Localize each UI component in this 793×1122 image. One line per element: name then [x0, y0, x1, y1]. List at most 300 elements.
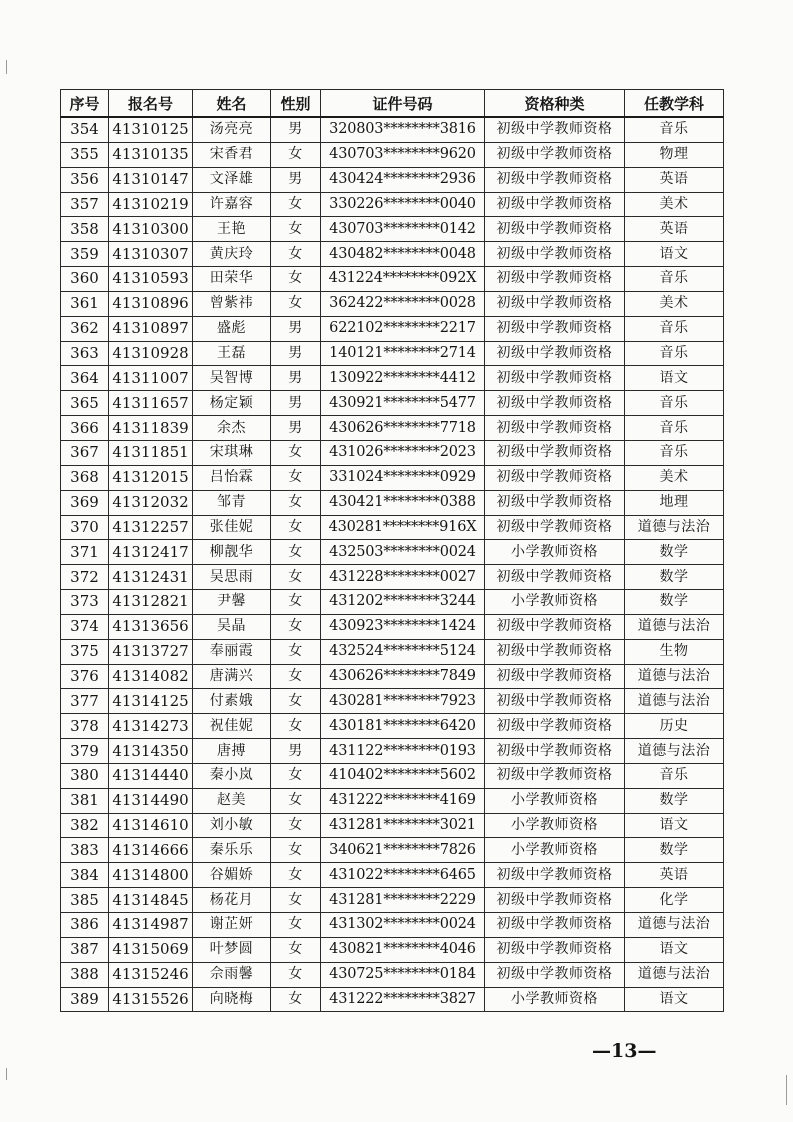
- cell-name: 杨花月: [193, 888, 271, 913]
- cell-id-number: 622102********2217: [321, 316, 485, 341]
- cell-id-number: 431022********6465: [321, 863, 485, 888]
- cell-gender: 女: [271, 987, 321, 1012]
- cell-index: 384: [61, 863, 109, 888]
- cell-subject: 语文: [625, 937, 724, 962]
- cell-index: 373: [61, 590, 109, 615]
- cell-name: 付素娥: [193, 689, 271, 714]
- cell-id-number: 430626********7718: [321, 416, 485, 441]
- cell-gender: 女: [271, 888, 321, 913]
- cell-id-number: 340621********7826: [321, 838, 485, 863]
- cell-subject: 语文: [625, 366, 724, 391]
- cell-registration-no: 41314610: [109, 813, 193, 838]
- cell-name: 吴思雨: [193, 565, 271, 590]
- cell-id-number: 410402********5602: [321, 763, 485, 788]
- cell-registration-no: 41312431: [109, 565, 193, 590]
- cell-registration-no: 41312032: [109, 490, 193, 515]
- cell-subject: 美术: [625, 291, 724, 316]
- cell-subject: 道德与法治: [625, 739, 724, 764]
- cell-subject: 音乐: [625, 117, 724, 142]
- table-row: [61, 416, 724, 441]
- cell-id-number: 431281********3021: [321, 813, 485, 838]
- cell-registration-no: 41310125: [109, 117, 193, 142]
- cell-registration-no: 41315246: [109, 962, 193, 987]
- cell-gender: 女: [271, 515, 321, 540]
- cell-index: 377: [61, 689, 109, 714]
- cell-registration-no: 41311007: [109, 366, 193, 391]
- cell-qualification-type: 初级中学教师资格: [485, 863, 625, 888]
- cell-name: 田荣华: [193, 267, 271, 292]
- scan-edge-mark: [6, 60, 7, 74]
- cell-name: 汤亮亮: [193, 117, 271, 142]
- cell-gender: 女: [271, 937, 321, 962]
- cell-name: 吴晶: [193, 614, 271, 639]
- cell-gender: 女: [271, 614, 321, 639]
- cell-id-number: 331024********0929: [321, 465, 485, 490]
- cell-index: 358: [61, 217, 109, 242]
- cell-qualification-type: 初级中学教师资格: [485, 888, 625, 913]
- table-row: [61, 664, 724, 689]
- cell-subject: 语文: [625, 813, 724, 838]
- cell-qualification-type: 初级中学教师资格: [485, 739, 625, 764]
- table-row: [61, 987, 724, 1012]
- cell-registration-no: 41310147: [109, 167, 193, 192]
- cell-id-number: 431122********0193: [321, 739, 485, 764]
- cell-id-number: 431228********0027: [321, 565, 485, 590]
- cell-name: 曾紫祎: [193, 291, 271, 316]
- cell-subject: 数学: [625, 565, 724, 590]
- table-row: [61, 788, 724, 813]
- cell-subject: 地理: [625, 490, 724, 515]
- cell-registration-no: 41315069: [109, 937, 193, 962]
- cell-index: 354: [61, 117, 109, 142]
- cell-qualification-type: 初级中学教师资格: [485, 614, 625, 639]
- cell-subject: 语文: [625, 242, 724, 267]
- cell-name: 刘小敏: [193, 813, 271, 838]
- cell-qualification-type: 小学教师资格: [485, 813, 625, 838]
- table-row: [61, 167, 724, 192]
- cell-qualification-type: 初级中学教师资格: [485, 565, 625, 590]
- cell-gender: 女: [271, 267, 321, 292]
- cell-name: 杨定颖: [193, 391, 271, 416]
- cell-qualification-type: 初级中学教师资格: [485, 291, 625, 316]
- cell-index: 382: [61, 813, 109, 838]
- table-row: [61, 291, 724, 316]
- cell-index: 372: [61, 565, 109, 590]
- cell-id-number: 431222********4169: [321, 788, 485, 813]
- cell-registration-no: 41310928: [109, 341, 193, 366]
- cell-index: 383: [61, 838, 109, 863]
- cell-gender: 女: [271, 813, 321, 838]
- cell-qualification-type: 初级中学教师资格: [485, 714, 625, 739]
- cell-gender: 男: [271, 167, 321, 192]
- cell-index: 388: [61, 962, 109, 987]
- cell-qualification-type: 初级中学教师资格: [485, 117, 625, 142]
- cell-name: 王艳: [193, 217, 271, 242]
- cell-subject: 音乐: [625, 341, 724, 366]
- cell-registration-no: 41310897: [109, 316, 193, 341]
- page-number: —13—: [592, 1040, 657, 1062]
- cell-qualification-type: 初级中学教师资格: [485, 366, 625, 391]
- cell-gender: 女: [271, 440, 321, 465]
- cell-id-number: 430281********916X: [321, 515, 485, 540]
- cell-name: 向晓梅: [193, 987, 271, 1012]
- table-row: [61, 391, 724, 416]
- cell-qualification-type: 小学教师资格: [485, 590, 625, 615]
- cell-subject: 音乐: [625, 391, 724, 416]
- cell-registration-no: 41311657: [109, 391, 193, 416]
- cell-registration-no: 41314800: [109, 863, 193, 888]
- cell-qualification-type: 初级中学教师资格: [485, 913, 625, 938]
- cell-index: 371: [61, 540, 109, 565]
- cell-index: 380: [61, 763, 109, 788]
- cell-gender: 女: [271, 291, 321, 316]
- cell-subject: 道德与法治: [625, 614, 724, 639]
- table-row: [61, 117, 724, 142]
- cell-id-number: 430482********0048: [321, 242, 485, 267]
- table-row: [61, 242, 724, 267]
- cell-id-number: 430725********0184: [321, 962, 485, 987]
- cell-name: 邹青: [193, 490, 271, 515]
- cell-qualification-type: 初级中学教师资格: [485, 192, 625, 217]
- cell-qualification-type: 小学教师资格: [485, 540, 625, 565]
- cell-registration-no: 41312821: [109, 590, 193, 615]
- cell-subject: 生物: [625, 639, 724, 664]
- cell-gender: 女: [271, 639, 321, 664]
- cell-name: 文泽雄: [193, 167, 271, 192]
- table-row: [61, 565, 724, 590]
- cell-subject: 英语: [625, 863, 724, 888]
- table-row: [61, 689, 724, 714]
- cell-registration-no: 41313727: [109, 639, 193, 664]
- cell-gender: 女: [271, 590, 321, 615]
- cell-id-number: 330226********0040: [321, 192, 485, 217]
- cell-gender: 女: [271, 490, 321, 515]
- cell-gender: 女: [271, 788, 321, 813]
- cell-registration-no: 41310219: [109, 192, 193, 217]
- table-row: [61, 913, 724, 938]
- table-header: [61, 90, 724, 118]
- cell-name: 张佳妮: [193, 515, 271, 540]
- column-header-id-number: 证件号码: [321, 90, 485, 118]
- cell-registration-no: 41314125: [109, 689, 193, 714]
- table-row: [61, 614, 724, 639]
- cell-name: 吴智博: [193, 366, 271, 391]
- column-header-index: 序号: [61, 90, 109, 118]
- table-body: [61, 117, 724, 1012]
- cell-qualification-type: 初级中学教师资格: [485, 664, 625, 689]
- cell-index: 387: [61, 937, 109, 962]
- table-row: [61, 341, 724, 366]
- cell-gender: 女: [271, 217, 321, 242]
- table-row: [61, 465, 724, 490]
- candidate-table: [60, 89, 724, 1012]
- cell-index: 367: [61, 440, 109, 465]
- cell-qualification-type: 初级中学教师资格: [485, 391, 625, 416]
- cell-registration-no: 41314666: [109, 838, 193, 863]
- cell-registration-no: 41310300: [109, 217, 193, 242]
- table-row: [61, 490, 724, 515]
- cell-registration-no: 41312257: [109, 515, 193, 540]
- cell-gender: 女: [271, 192, 321, 217]
- cell-qualification-type: 初级中学教师资格: [485, 515, 625, 540]
- cell-gender: 男: [271, 366, 321, 391]
- cell-gender: 男: [271, 117, 321, 142]
- cell-name: 谷媚娇: [193, 863, 271, 888]
- cell-name: 奉丽霞: [193, 639, 271, 664]
- cell-id-number: 430626********7849: [321, 664, 485, 689]
- cell-qualification-type: 初级中学教师资格: [485, 440, 625, 465]
- cell-id-number: 140121********2714: [321, 341, 485, 366]
- cell-gender: 女: [271, 913, 321, 938]
- column-header-registration-no: 报名号: [109, 90, 193, 118]
- cell-qualification-type: 初级中学教师资格: [485, 167, 625, 192]
- cell-registration-no: 41314845: [109, 888, 193, 913]
- table-row: [61, 192, 724, 217]
- cell-gender: 男: [271, 391, 321, 416]
- cell-name: 秦小岚: [193, 763, 271, 788]
- cell-index: 364: [61, 366, 109, 391]
- cell-name: 许嘉容: [193, 192, 271, 217]
- cell-subject: 道德与法治: [625, 913, 724, 938]
- cell-qualification-type: 小学教师资格: [485, 838, 625, 863]
- cell-name: 黄庆玲: [193, 242, 271, 267]
- cell-index: 368: [61, 465, 109, 490]
- cell-name: 谢芷妍: [193, 913, 271, 938]
- cell-name: 唐搏: [193, 739, 271, 764]
- cell-gender: 女: [271, 838, 321, 863]
- cell-registration-no: 41314440: [109, 763, 193, 788]
- table-row: [61, 316, 724, 341]
- cell-registration-no: 41311851: [109, 440, 193, 465]
- cell-name: 唐满兴: [193, 664, 271, 689]
- cell-id-number: 362422********0028: [321, 291, 485, 316]
- table-row: [61, 515, 724, 540]
- cell-gender: 男: [271, 416, 321, 441]
- cell-gender: 女: [271, 242, 321, 267]
- cell-gender: 男: [271, 316, 321, 341]
- cell-subject: 历史: [625, 714, 724, 739]
- table-row: [61, 962, 724, 987]
- cell-subject: 道德与法治: [625, 689, 724, 714]
- table-row: [61, 639, 724, 664]
- table-row: [61, 739, 724, 764]
- cell-name: 王磊: [193, 341, 271, 366]
- cell-index: 356: [61, 167, 109, 192]
- cell-name: 盛彪: [193, 316, 271, 341]
- cell-gender: 女: [271, 962, 321, 987]
- cell-index: 374: [61, 614, 109, 639]
- cell-id-number: 431222********3827: [321, 987, 485, 1012]
- cell-index: 381: [61, 788, 109, 813]
- cell-qualification-type: 初级中学教师资格: [485, 142, 625, 167]
- cell-gender: 女: [271, 714, 321, 739]
- cell-name: 余杰: [193, 416, 271, 441]
- cell-subject: 英语: [625, 167, 724, 192]
- column-header-gender: 性别: [271, 90, 321, 118]
- cell-qualification-type: 初级中学教师资格: [485, 763, 625, 788]
- cell-id-number: 432503********0024: [321, 540, 485, 565]
- cell-id-number: 430281********7923: [321, 689, 485, 714]
- cell-registration-no: 41310593: [109, 267, 193, 292]
- cell-qualification-type: 初级中学教师资格: [485, 962, 625, 987]
- table-row: [61, 267, 724, 292]
- scan-edge-mark: [786, 1075, 787, 1105]
- cell-gender: 女: [271, 664, 321, 689]
- table-row: [61, 714, 724, 739]
- cell-name: 秦乐乐: [193, 838, 271, 863]
- table-row: [61, 440, 724, 465]
- cell-index: 375: [61, 639, 109, 664]
- scan-edge-mark: [6, 1068, 7, 1080]
- cell-registration-no: 41312015: [109, 465, 193, 490]
- cell-gender: 女: [271, 565, 321, 590]
- cell-name: 佘雨馨: [193, 962, 271, 987]
- column-header-subject: 任教学科: [625, 90, 724, 118]
- cell-name: 宋琪琳: [193, 440, 271, 465]
- cell-qualification-type: 初级中学教师资格: [485, 316, 625, 341]
- cell-id-number: 430703********9620: [321, 142, 485, 167]
- cell-index: 385: [61, 888, 109, 913]
- cell-index: 357: [61, 192, 109, 217]
- cell-gender: 女: [271, 763, 321, 788]
- cell-registration-no: 41314490: [109, 788, 193, 813]
- cell-qualification-type: 初级中学教师资格: [485, 689, 625, 714]
- cell-subject: 音乐: [625, 316, 724, 341]
- cell-registration-no: 41314273: [109, 714, 193, 739]
- cell-subject: 语文: [625, 987, 724, 1012]
- cell-id-number: 431202********3244: [321, 590, 485, 615]
- cell-registration-no: 41314082: [109, 664, 193, 689]
- cell-name: 吕怡霖: [193, 465, 271, 490]
- cell-id-number: 431302********0024: [321, 913, 485, 938]
- table-row: [61, 142, 724, 167]
- cell-id-number: 320803********3816: [321, 117, 485, 142]
- cell-subject: 道德与法治: [625, 515, 724, 540]
- cell-gender: 男: [271, 341, 321, 366]
- cell-index: 369: [61, 490, 109, 515]
- cell-index: 365: [61, 391, 109, 416]
- cell-subject: 数学: [625, 590, 724, 615]
- table-row: [61, 838, 724, 863]
- cell-gender: 女: [271, 863, 321, 888]
- cell-subject: 音乐: [625, 416, 724, 441]
- cell-subject: 化学: [625, 888, 724, 913]
- cell-id-number: 430921********5477: [321, 391, 485, 416]
- table-row: [61, 813, 724, 838]
- cell-subject: 音乐: [625, 267, 724, 292]
- cell-gender: 男: [271, 739, 321, 764]
- cell-registration-no: 41314350: [109, 739, 193, 764]
- cell-qualification-type: 初级中学教师资格: [485, 217, 625, 242]
- cell-registration-no: 41313656: [109, 614, 193, 639]
- cell-registration-no: 41314987: [109, 913, 193, 938]
- cell-qualification-type: 初级中学教师资格: [485, 465, 625, 490]
- cell-name: 赵美: [193, 788, 271, 813]
- cell-qualification-type: 初级中学教师资格: [485, 416, 625, 441]
- cell-id-number: 130922********4412: [321, 366, 485, 391]
- cell-id-number: 430821********4046: [321, 937, 485, 962]
- cell-name: 尹馨: [193, 590, 271, 615]
- cell-qualification-type: 小学教师资格: [485, 788, 625, 813]
- cell-id-number: 430703********0142: [321, 217, 485, 242]
- cell-index: 366: [61, 416, 109, 441]
- cell-id-number: 430421********0388: [321, 490, 485, 515]
- cell-name: 柳靓华: [193, 540, 271, 565]
- table-row: [61, 937, 724, 962]
- table-row: [61, 366, 724, 391]
- cell-index: 379: [61, 739, 109, 764]
- cell-gender: 女: [271, 689, 321, 714]
- table-row: [61, 217, 724, 242]
- cell-qualification-type: 初级中学教师资格: [485, 937, 625, 962]
- cell-subject: 音乐: [625, 440, 724, 465]
- cell-subject: 物理: [625, 142, 724, 167]
- cell-qualification-type: 初级中学教师资格: [485, 490, 625, 515]
- cell-index: 389: [61, 987, 109, 1012]
- cell-registration-no: 41312417: [109, 540, 193, 565]
- table-row: [61, 863, 724, 888]
- cell-id-number: 431224********092X: [321, 267, 485, 292]
- cell-id-number: 430181********6420: [321, 714, 485, 739]
- cell-registration-no: 41311839: [109, 416, 193, 441]
- column-header-name: 姓名: [193, 90, 271, 118]
- cell-subject: 美术: [625, 192, 724, 217]
- cell-index: 363: [61, 341, 109, 366]
- cell-qualification-type: 初级中学教师资格: [485, 267, 625, 292]
- cell-index: 386: [61, 913, 109, 938]
- cell-index: 355: [61, 142, 109, 167]
- cell-gender: 女: [271, 540, 321, 565]
- cell-name: 宋香君: [193, 142, 271, 167]
- cell-subject: 道德与法治: [625, 962, 724, 987]
- table-row: [61, 590, 724, 615]
- cell-name: 祝佳妮: [193, 714, 271, 739]
- cell-qualification-type: 小学教师资格: [485, 987, 625, 1012]
- cell-index: 378: [61, 714, 109, 739]
- table-row: [61, 763, 724, 788]
- cell-subject: 数学: [625, 540, 724, 565]
- cell-subject: 音乐: [625, 763, 724, 788]
- cell-gender: 女: [271, 142, 321, 167]
- cell-index: 360: [61, 267, 109, 292]
- cell-subject: 英语: [625, 217, 724, 242]
- cell-qualification-type: 初级中学教师资格: [485, 242, 625, 267]
- cell-qualification-type: 初级中学教师资格: [485, 341, 625, 366]
- cell-registration-no: 41310135: [109, 142, 193, 167]
- cell-id-number: 432524********5124: [321, 639, 485, 664]
- cell-subject: 道德与法治: [625, 664, 724, 689]
- cell-index: 370: [61, 515, 109, 540]
- table-row: [61, 888, 724, 913]
- cell-index: 376: [61, 664, 109, 689]
- cell-subject: 数学: [625, 788, 724, 813]
- cell-index: 362: [61, 316, 109, 341]
- header-row: [61, 90, 724, 118]
- cell-gender: 女: [271, 465, 321, 490]
- cell-registration-no: 41310896: [109, 291, 193, 316]
- cell-qualification-type: 初级中学教师资格: [485, 639, 625, 664]
- cell-id-number: 431026********2023: [321, 440, 485, 465]
- cell-id-number: 430923********1424: [321, 614, 485, 639]
- cell-registration-no: 41310307: [109, 242, 193, 267]
- cell-subject: 数学: [625, 838, 724, 863]
- cell-name: 叶梦圆: [193, 937, 271, 962]
- cell-index: 361: [61, 291, 109, 316]
- table-row: [61, 540, 724, 565]
- cell-id-number: 431281********2229: [321, 888, 485, 913]
- cell-index: 359: [61, 242, 109, 267]
- cell-id-number: 430424********2936: [321, 167, 485, 192]
